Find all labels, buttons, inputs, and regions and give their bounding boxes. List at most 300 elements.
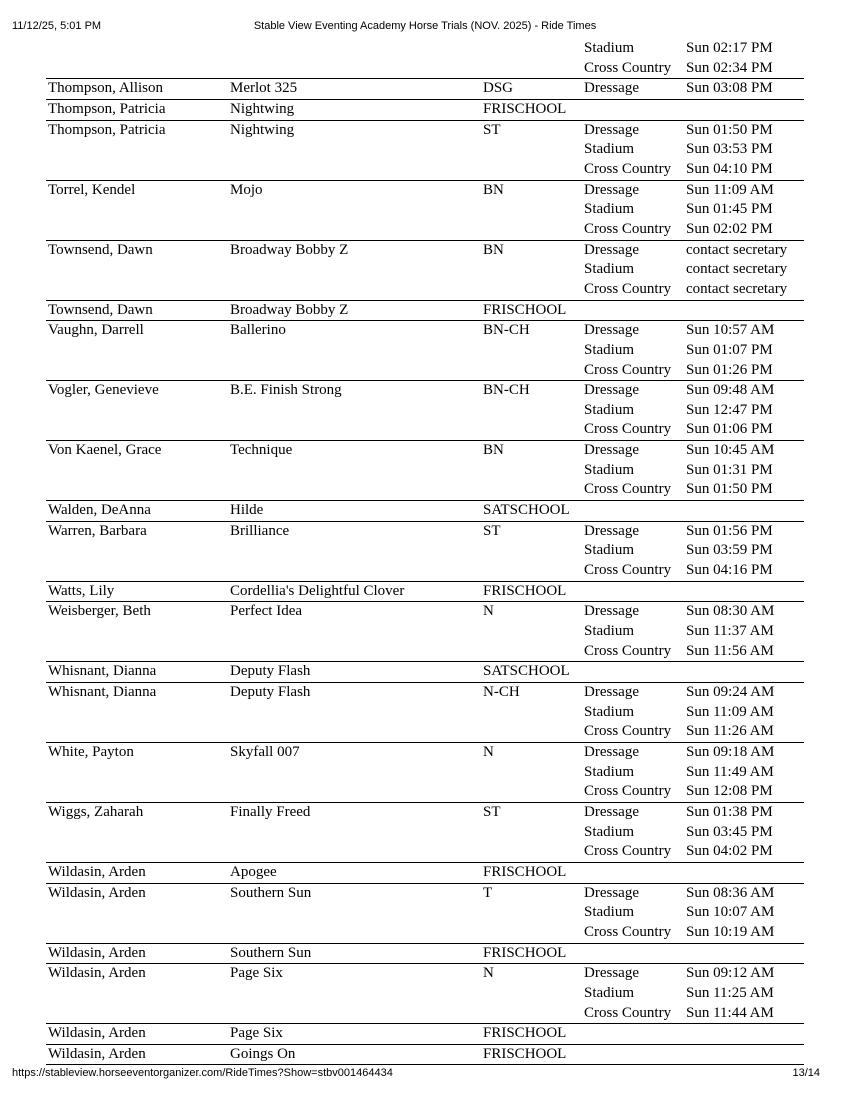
ride-line — [46, 301, 804, 321]
ride-time: Sun 09:18 AM — [686, 743, 775, 760]
phase: Stadium — [584, 201, 635, 218]
horse-name — [230, 823, 483, 843]
ride-line — [46, 903, 804, 923]
division: ST — [483, 522, 501, 539]
division — [483, 280, 584, 300]
division — [483, 220, 584, 240]
ride-line — [46, 842, 804, 862]
ride-line — [46, 763, 804, 783]
rider-name: Thompson, Allison — [48, 80, 164, 97]
ride-time: Sun 11:25 AM — [686, 984, 774, 1001]
entry-row — [46, 241, 804, 301]
ride-time: Sun 04:16 PM — [686, 562, 773, 579]
horse-name — [230, 461, 483, 481]
phase: Stadium — [584, 984, 635, 1001]
ride-time: Sun 03:59 PM — [686, 542, 773, 559]
horse-name — [230, 642, 483, 662]
division: BN — [483, 442, 504, 459]
rider-name — [46, 341, 230, 361]
ride-time: Sun 01:50 PM — [686, 121, 773, 138]
phase: Dressage — [584, 743, 639, 760]
ride-line — [46, 381, 804, 401]
horse-name — [230, 541, 483, 561]
rider-name — [46, 1004, 230, 1024]
entry-row — [46, 1045, 804, 1066]
rider-name — [46, 642, 230, 662]
rider-name — [46, 59, 230, 79]
horse-name — [230, 280, 483, 300]
division — [483, 763, 584, 783]
horse-name: B.E. Finish Strong — [230, 382, 342, 399]
division: SATSCHOOL — [483, 663, 570, 680]
division — [483, 823, 584, 843]
horse-name: Deputy Flash — [230, 663, 311, 680]
entry-row — [46, 964, 804, 1024]
phase: Cross Country — [584, 220, 672, 237]
division — [483, 703, 584, 723]
phase — [584, 501, 686, 521]
phase: Stadium — [584, 623, 635, 640]
division — [483, 622, 584, 642]
rider-name: Thompson, Patricia — [48, 100, 166, 117]
division: DSG — [483, 80, 514, 97]
ride-time: Sun 01:56 PM — [686, 522, 773, 539]
ride-line — [46, 642, 804, 662]
phase: Dressage — [584, 181, 639, 198]
rider-name: Weisberger, Beth — [48, 603, 151, 620]
rider-name — [46, 401, 230, 421]
horse-name: Nightwing — [230, 121, 295, 138]
ride-time — [686, 1024, 804, 1044]
horse-name: Finally Freed — [230, 803, 311, 820]
horse-name: Technique — [230, 442, 293, 459]
ride-time: Sun 03:53 PM — [686, 141, 773, 158]
ride-line — [46, 561, 804, 581]
ride-time: Sun 03:08 PM — [686, 80, 773, 97]
rider-name — [46, 561, 230, 581]
phase: Stadium — [584, 703, 635, 720]
horse-name: Page Six — [230, 1025, 283, 1042]
phase — [584, 100, 686, 120]
page-title: Stable View Eventing Academy Horse Trials (NOV. 2025) - Ride Times — [253, 20, 597, 32]
rider-name: Wildasin, Arden — [48, 1045, 146, 1062]
rider-name — [46, 220, 230, 240]
rider-name — [46, 703, 230, 723]
ride-line — [46, 823, 804, 843]
division — [483, 160, 584, 180]
ride-line — [46, 59, 804, 79]
phase: Cross Country — [584, 642, 672, 659]
horse-name — [230, 401, 483, 421]
horse-name — [230, 1004, 483, 1024]
entry-row — [46, 863, 804, 884]
phase: Cross Country — [584, 160, 672, 177]
division — [483, 401, 584, 421]
ride-time: Sun 01:50 PM — [686, 481, 773, 498]
phase: Dressage — [584, 965, 639, 982]
page-number: 13/14 — [792, 1067, 820, 1079]
ride-line — [46, 220, 804, 240]
rider-name — [46, 160, 230, 180]
ride-time: Sun 12:47 PM — [686, 401, 773, 418]
rider-name: Vogler, Genevieve — [48, 382, 159, 399]
horse-name — [230, 480, 483, 500]
ride-line — [46, 1004, 804, 1024]
rider-name — [46, 722, 230, 742]
entry-row — [46, 602, 804, 662]
entry-row — [46, 321, 804, 381]
division — [483, 923, 584, 943]
horse-name — [230, 923, 483, 943]
page-url: https://stableview.horseeventorganizer.com/RideTimes?Show=stbv001464434 — [12, 1067, 393, 1079]
horse-name — [230, 140, 483, 160]
ride-line — [46, 241, 804, 261]
entry-row — [46, 79, 804, 100]
ride-line — [46, 683, 804, 703]
phase: Stadium — [584, 904, 635, 921]
ride-time: Sun 11:44 AM — [686, 1004, 774, 1021]
phase: Stadium — [584, 542, 635, 559]
phase: Stadium — [584, 341, 635, 358]
phase — [584, 1024, 686, 1044]
horse-name: Merlot 325 — [230, 80, 298, 97]
ride-time: Sun 02:34 PM — [686, 59, 773, 76]
division — [483, 461, 584, 481]
division: FRISCHOOL — [483, 582, 567, 599]
rider-name — [46, 763, 230, 783]
division: BN-CH — [483, 382, 530, 399]
phase: Cross Country — [584, 59, 672, 76]
division — [483, 561, 584, 581]
entry-row — [46, 441, 804, 501]
ride-line — [46, 79, 804, 99]
horse-name — [230, 842, 483, 862]
horse-name — [230, 361, 483, 381]
ride-time: Sun 08:30 AM — [686, 603, 775, 620]
rider-name — [46, 823, 230, 843]
division — [483, 200, 584, 220]
rider-name — [46, 461, 230, 481]
division — [483, 1004, 584, 1024]
rider-name: Wildasin, Arden — [48, 1025, 146, 1042]
ride-time: contact secretary — [686, 241, 788, 258]
horse-name: Brilliance — [230, 522, 290, 539]
division: T — [483, 884, 493, 901]
division — [483, 420, 584, 440]
ride-line — [46, 401, 804, 421]
ride-line — [46, 461, 804, 481]
ride-time: Sun 04:02 PM — [686, 843, 773, 860]
horse-name: Deputy Flash — [230, 684, 311, 700]
ride-time: Sun 01:45 PM — [686, 201, 773, 218]
division: ST — [483, 121, 501, 138]
ride-time: Sun 09:48 AM — [686, 382, 775, 399]
ride-time: Sun 10:45 AM — [686, 442, 775, 459]
division: BN — [483, 181, 504, 198]
entry-row — [46, 803, 804, 863]
division — [483, 260, 584, 280]
division — [483, 39, 584, 59]
ride-line — [46, 200, 804, 220]
division — [483, 480, 584, 500]
print-datetime: 11/12/25, 5:01 PM — [12, 20, 102, 32]
division — [483, 722, 584, 742]
rider-name: Townsend, Dawn — [48, 301, 153, 318]
ride-time — [686, 1045, 804, 1065]
division — [483, 984, 584, 1004]
ride-time — [686, 944, 804, 964]
entry-row — [46, 39, 804, 79]
ride-time: Sun 09:12 AM — [686, 965, 775, 982]
rider-name: Wildasin, Arden — [48, 944, 146, 961]
phase: Cross Country — [584, 843, 672, 860]
ride-line — [46, 782, 804, 802]
ride-line — [46, 441, 804, 461]
horse-name: Ballerino — [230, 322, 286, 339]
rider-name: White, Payton — [48, 743, 134, 760]
ride-time — [686, 863, 804, 883]
rider-name — [46, 200, 230, 220]
horse-name — [230, 703, 483, 723]
ride-line — [46, 121, 804, 141]
phase: Dressage — [584, 442, 639, 459]
horse-name: Southern Sun — [230, 884, 312, 901]
ride-time — [686, 100, 804, 120]
ride-time: Sun 01:07 PM — [686, 341, 773, 358]
ride-line — [46, 321, 804, 341]
horse-name — [230, 420, 483, 440]
entry-row — [46, 522, 804, 582]
entry-row — [46, 1024, 804, 1045]
phase: Dressage — [584, 80, 639, 97]
division: FRISCHOOL — [483, 1045, 567, 1062]
rider-name — [46, 361, 230, 381]
horse-name: Apogee — [230, 863, 277, 880]
ride-time — [686, 582, 804, 602]
division — [483, 782, 584, 802]
ride-line — [46, 541, 804, 561]
entry-row — [46, 683, 804, 743]
rider-name: Walden, DeAnna — [48, 502, 151, 519]
phase: Stadium — [584, 40, 635, 56]
horse-name — [230, 561, 483, 581]
ride-line — [46, 984, 804, 1004]
division — [483, 341, 584, 361]
horse-name — [230, 782, 483, 802]
ride-line — [46, 522, 804, 542]
horse-name: Skyfall 007 — [230, 743, 300, 760]
phase: Stadium — [584, 823, 635, 840]
phase: Dressage — [584, 241, 639, 258]
entry-row — [46, 662, 804, 683]
horse-name — [230, 622, 483, 642]
ride-line — [46, 501, 804, 521]
horse-name — [230, 722, 483, 742]
ride-line — [46, 160, 804, 180]
division: FRISCHOOL — [483, 863, 567, 880]
horse-name: Hilde — [230, 502, 264, 519]
phase: Dressage — [584, 884, 639, 901]
ride-line — [46, 39, 804, 59]
ride-time: contact secretary — [686, 280, 788, 297]
division: N — [483, 965, 494, 982]
horse-name — [230, 200, 483, 220]
phase: Cross Country — [584, 280, 672, 297]
phase: Cross Country — [584, 723, 672, 740]
division: FRISCHOOL — [483, 301, 567, 318]
entry-row — [46, 501, 804, 522]
ride-time: Sun 04:10 PM — [686, 160, 773, 177]
phase — [584, 662, 686, 682]
division: FRISCHOOL — [483, 100, 567, 117]
phase: Dressage — [584, 522, 639, 539]
horse-name — [230, 59, 483, 79]
rider-name: Thompson, Patricia — [48, 121, 166, 138]
rider-name — [46, 420, 230, 440]
ride-line — [46, 602, 804, 622]
phase: Dressage — [584, 803, 639, 820]
horse-name — [230, 341, 483, 361]
ride-line — [46, 582, 804, 602]
ride-time — [686, 662, 804, 682]
phase: Cross Country — [584, 923, 672, 940]
phase — [584, 1045, 686, 1065]
rider-name — [46, 842, 230, 862]
ride-line — [46, 722, 804, 742]
horse-name: Page Six — [230, 965, 283, 982]
horse-name — [230, 260, 483, 280]
ride-time: Sun 02:02 PM — [686, 220, 773, 237]
ride-times-table — [46, 39, 804, 1065]
ride-line — [46, 884, 804, 904]
ride-line — [46, 341, 804, 361]
division — [483, 59, 584, 79]
ride-time: Sun 10:19 AM — [686, 923, 775, 940]
entry-row — [46, 582, 804, 603]
phase: Stadium — [584, 401, 635, 418]
division — [483, 842, 584, 862]
phase: Cross Country — [584, 421, 672, 438]
entry-row — [46, 301, 804, 322]
phase — [584, 944, 686, 964]
ride-line — [46, 260, 804, 280]
phase: Dressage — [584, 382, 639, 399]
rider-name — [46, 480, 230, 500]
ride-time: Sun 03:45 PM — [686, 823, 773, 840]
entry-row — [46, 121, 804, 181]
ride-line — [46, 1024, 804, 1044]
rider-name: Watts, Lily — [48, 582, 115, 599]
division: FRISCHOOL — [483, 944, 567, 961]
rider-name: Vaughn, Darrell — [48, 322, 144, 339]
ride-time: Sun 01:06 PM — [686, 421, 773, 438]
horse-name: Goings On — [230, 1045, 296, 1062]
ride-time — [686, 301, 804, 321]
rider-name: Whisnant, Dianna — [48, 663, 157, 680]
division: ST — [483, 803, 501, 820]
phase: Cross Country — [584, 783, 672, 800]
division — [483, 903, 584, 923]
rider-name: Torrel, Kendel — [48, 181, 136, 198]
horse-name — [230, 984, 483, 1004]
entry-row — [46, 181, 804, 241]
rider-name — [46, 923, 230, 943]
ride-line — [46, 280, 804, 300]
horse-name — [230, 39, 483, 59]
phase: Dressage — [584, 684, 639, 700]
phase: Stadium — [584, 141, 635, 158]
phase: Stadium — [584, 461, 635, 478]
horse-name — [230, 160, 483, 180]
ride-line — [46, 863, 804, 883]
ride-line — [46, 662, 804, 682]
ride-time: Sun 11:49 AM — [686, 763, 774, 780]
ride-time: Sun 02:17 PM — [686, 40, 773, 56]
ride-time: Sun 11:37 AM — [686, 623, 774, 640]
division — [483, 361, 584, 381]
phase — [584, 863, 686, 883]
ride-time: Sun 11:09 AM — [686, 181, 774, 198]
phase: Cross Country — [584, 562, 672, 579]
rider-name: Wildasin, Arden — [48, 863, 146, 880]
division: SATSCHOOL — [483, 502, 570, 519]
phase: Dressage — [584, 603, 639, 620]
division — [483, 140, 584, 160]
phase — [584, 301, 686, 321]
ride-time: Sun 12:08 PM — [686, 783, 773, 800]
rider-name: Wildasin, Arden — [48, 965, 146, 982]
ride-line — [46, 703, 804, 723]
ride-time: contact secretary — [686, 261, 788, 278]
division — [483, 541, 584, 561]
division — [483, 642, 584, 662]
rider-name: Wiggs, Zaharah — [48, 803, 144, 820]
ride-line — [46, 743, 804, 763]
phase: Dressage — [584, 322, 639, 339]
ride-line — [46, 420, 804, 440]
division: FRISCHOOL — [483, 1025, 567, 1042]
ride-line — [46, 622, 804, 642]
phase: Stadium — [584, 763, 635, 780]
rider-name — [46, 622, 230, 642]
horse-name — [230, 763, 483, 783]
ride-time: Sun 10:07 AM — [686, 904, 775, 921]
ride-line — [46, 923, 804, 943]
ride-time: Sun 01:38 PM — [686, 803, 773, 820]
ride-time: Sun 10:57 AM — [686, 322, 775, 339]
rider-name — [46, 260, 230, 280]
rider-name — [46, 903, 230, 923]
ride-line — [46, 1045, 804, 1065]
rider-name — [46, 140, 230, 160]
entry-row — [46, 743, 804, 803]
horse-name: Southern Sun — [230, 944, 312, 961]
entry-row — [46, 100, 804, 121]
division: N — [483, 743, 494, 760]
horse-name — [230, 903, 483, 923]
division: N-CH — [483, 684, 520, 700]
ride-line — [46, 480, 804, 500]
ride-line — [46, 140, 804, 160]
horse-name: Cordellia's Delightful Clover — [230, 582, 405, 599]
division: BN — [483, 241, 504, 258]
ride-time: Sun 11:26 AM — [686, 723, 774, 740]
division: BN-CH — [483, 322, 530, 339]
rider-name: Von Kaenel, Grace — [48, 442, 162, 459]
rider-name: Wildasin, Arden — [48, 884, 146, 901]
rider-name — [46, 280, 230, 300]
ride-line — [46, 803, 804, 823]
